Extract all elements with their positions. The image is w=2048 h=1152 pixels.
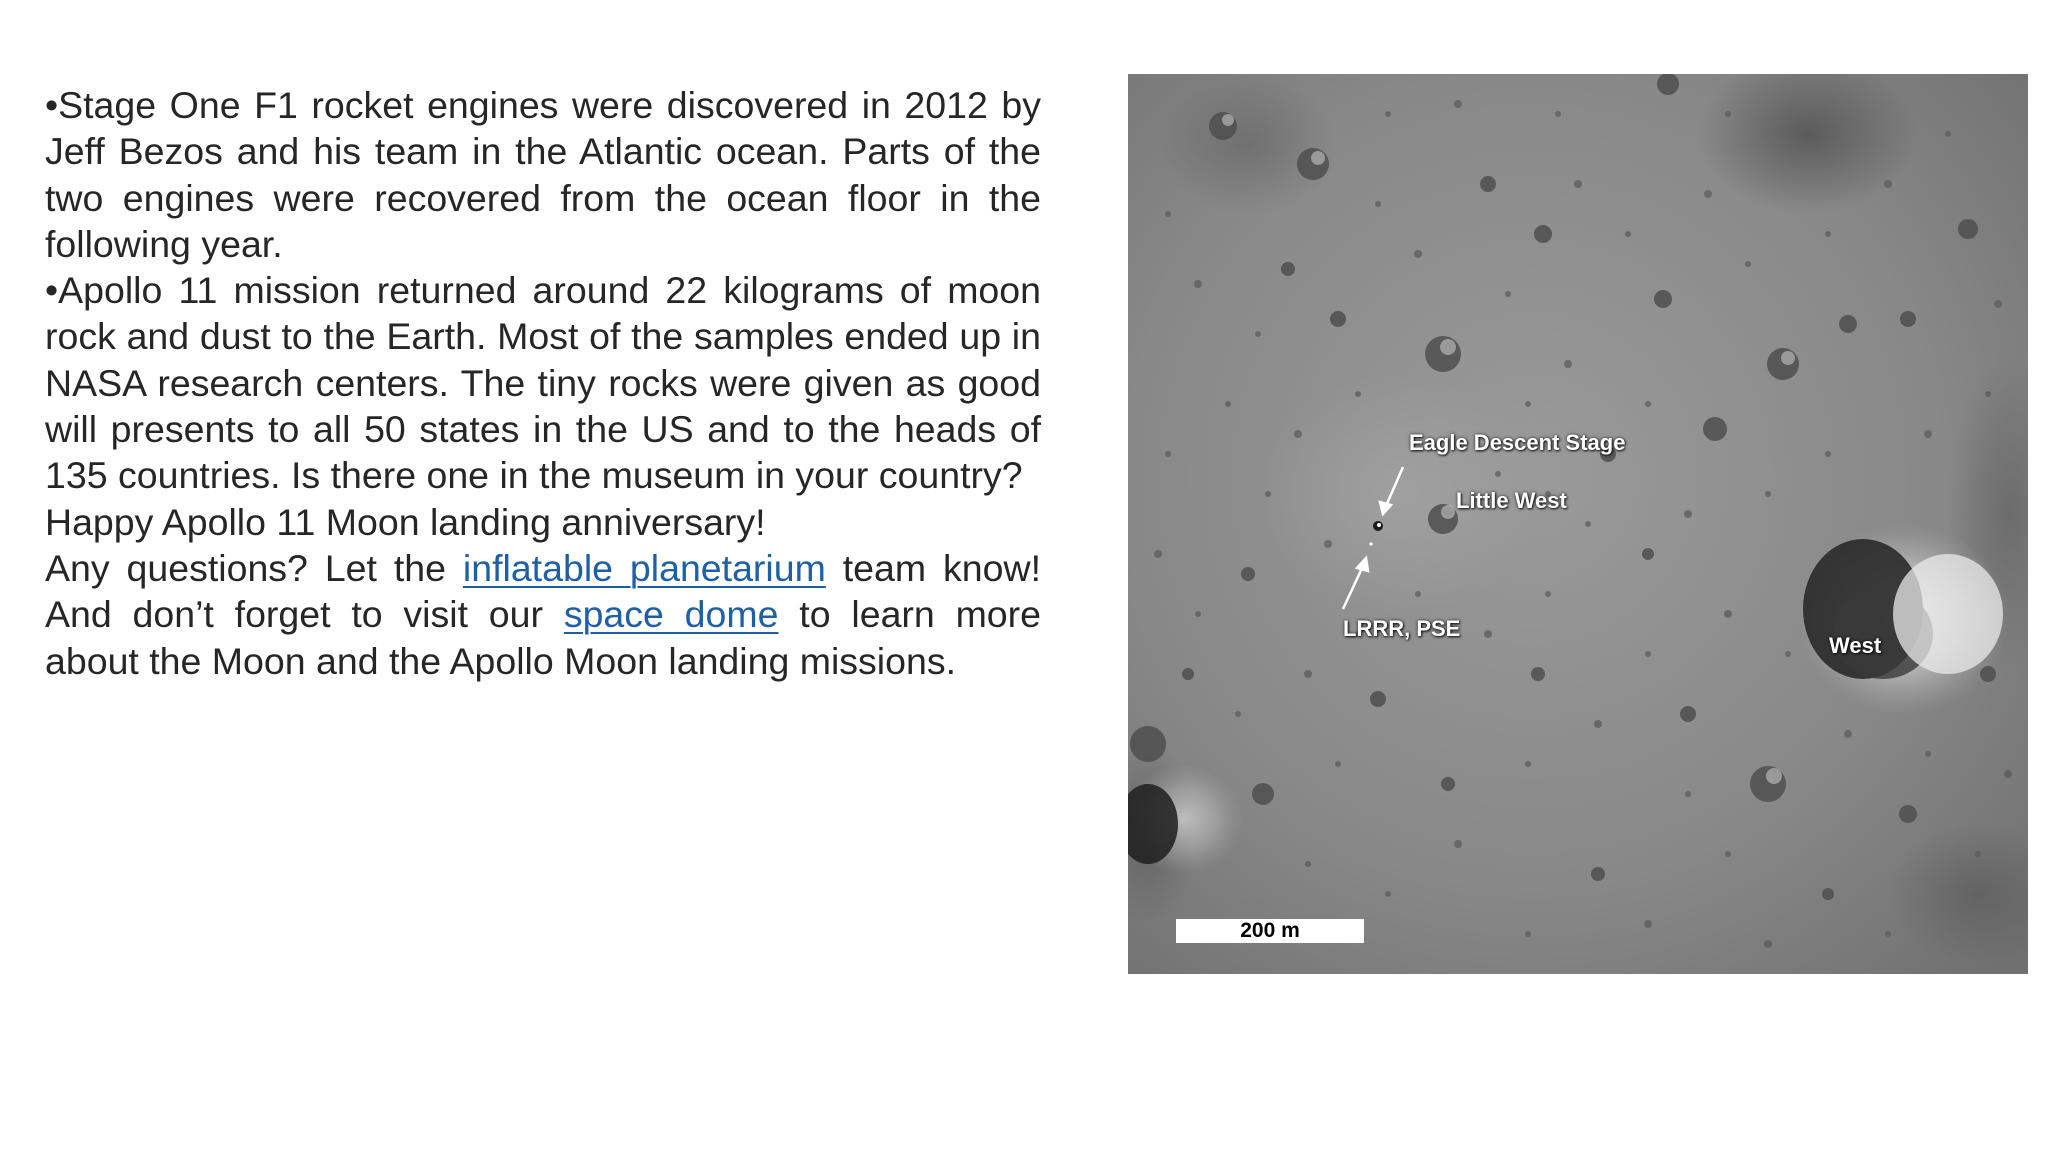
paragraph-moon-rocks: •Apollo 11 mission returned around 22 kilograms of moon rock and dust to the Earth. Most of the samples ended up in NASA research centers. The tiny rocks were given as good will presents to all 50 states in the US and to the heads of 135 countries. Is there one in the museum in your country?	[45, 269, 1041, 497]
paragraph-f1-engines: •Stage One F1 rocket engines were discovered in 2012 by Jeff Bezos and his team in the Atlantic ocean. Parts of the two engines were recovered from the ocean floor in the following year.	[45, 84, 1041, 265]
space-dome-link[interactable]: space dome	[563, 593, 779, 636]
inflatable-planetarium-link[interactable]: inflatable planetarium	[462, 546, 826, 589]
label-little-west: Little West	[1456, 488, 1567, 513]
slide-text	[45, 82, 1041, 684]
label-eagle-descent-stage: Eagle Descent Stage	[1409, 430, 1626, 455]
lunar-surface-image	[1128, 74, 2028, 974]
label-west-crater: West	[1829, 633, 1882, 658]
apollo-11-landing-site-photo	[1128, 74, 2028, 974]
paragraph-anniversary: Happy Apollo 11 Moon landing anniversary!	[45, 500, 766, 543]
label-lrrr-pse: LRRR, PSE	[1343, 616, 1461, 641]
questions-prefix: Any questions? Let the	[45, 546, 463, 589]
paragraph-questions	[45, 545, 1041, 684]
scale-bar: 200 m	[1176, 919, 1364, 943]
questions-middle: team know! And don’t forget to visit our	[45, 546, 1041, 636]
questions-suffix: to learn more about the Moon and the Apollo Moon landing missions.	[45, 593, 1042, 682]
